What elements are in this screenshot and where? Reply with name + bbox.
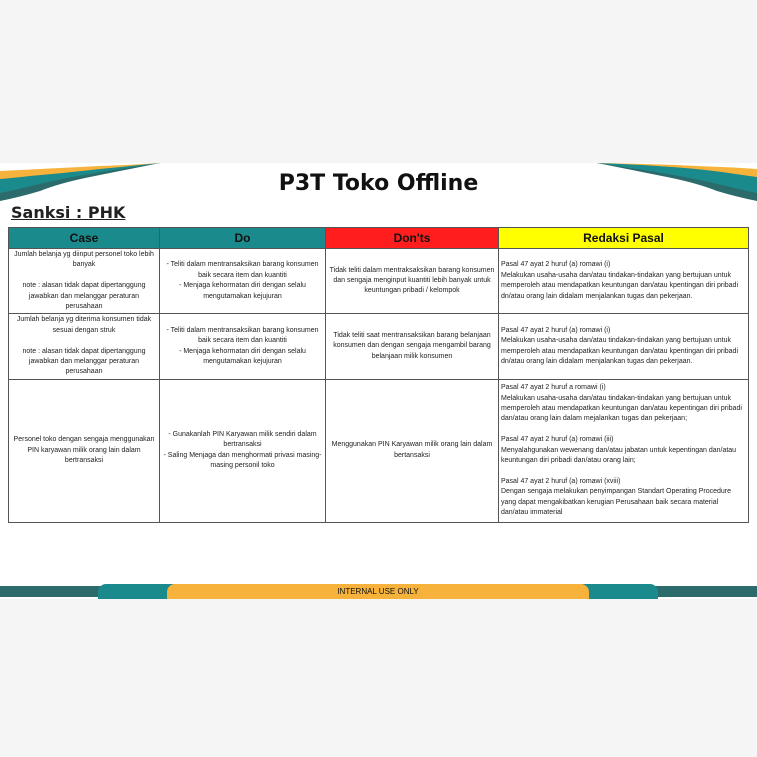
cell-donts: Tidak teliti dalam mentraksaksikan barang konsumen dan sengaja menginput kuantiti lebih banyak untuk keuntungan pribadi / kelompok	[326, 249, 499, 314]
cell-pasal: Pasal 47 ayat 2 huruf a romawi (i) Melakukan usaha-usaha dan/atau tindakan-tindakan yang bertujuan untuk memperoleh atau mendapatkan keuntungan dan/atau kepentingan diri pribadi dan/atau orang lain dalam mejalankan tugas dan pekerjaan; Pasal 47 ayat 2 huruf (a) romawi (iii) Menyalahgunakan wewenang dan/atau jabatan untuk kepentingan dan/atau keuntungan diri pribadi dan/atau orang lain; Pasal 47 ayat 2 huruf (a) romawi (xviii) Dengan sengaja melakukan penyimpangan Standart Operating Procedure yang dapat mengakibatkan kerugian Perusahaan baik secara material dan/atau immaterial	[499, 379, 749, 522]
cell-pasal: Pasal 47 ayat 2 huruf (a) romawi (i) Melakukan usaha-usaha dan/atau tindakan-tindakan yang bertujuan untuk memperoleh atau mendapatkan keuntungan dan/atau kpentingan diri pribadi dn/atau orang lain didalam menjalankan tugas dan pekerjaan.	[499, 249, 749, 314]
cell-do: - Teliti dalam mentransaksikan barang konsumen baik secara item dan kuantiti - Menjaga kehormatan diri dengan selalu mengutamakan kejujuran	[160, 314, 326, 379]
header-case: Case	[9, 228, 160, 249]
footer-label: INTERNAL USE ONLY	[167, 584, 589, 599]
cell-case: Personel toko dengan sengaja menggunakan PIN karyawan milik orang lain dalam bertransaksi	[9, 379, 160, 522]
table-row	[9, 249, 749, 314]
cell-do: - Teliti dalam mentransaksikan barang konsumen baik secara item dan kuantiti - Menjaga kehormatan diri dengan selalu mengutamakan kejujuran	[160, 249, 326, 314]
header-redaksi-pasal: Redaksi Pasal	[499, 228, 749, 249]
header-do: Do	[160, 228, 326, 249]
page-title: P3T Toko Offline	[278, 171, 479, 196]
table-header-row	[9, 228, 749, 249]
sanction-table	[8, 227, 749, 523]
cell-pasal: Pasal 47 ayat 2 huruf (a) romawi (i) Melakukan usaha-usaha dan/atau tindakan-tindakan yang bertujuan untuk memperoleh atau mendapatkan keuntungan dan/atau kpentingan diri pribadi dn/atau orang lain didalam menjalankan tugas dan pekerjaan.	[499, 314, 749, 379]
cell-case: Jumlah belanja yg diinput personel toko lebih banyak note : alasan tidak dapat dipertanggung jawabkan dan melanggar peraturan perusahaan	[9, 249, 160, 314]
cell-donts: Tidak teliti saat mentransaksikan barang belanjaan konsumen dan dengan sengaja mengambil barang belanjaan milik konsumen	[326, 314, 499, 379]
header-donts: Don'ts	[326, 228, 499, 249]
cell-do: - Gunakanlah PIN Karyawan milik sendiri dalam bertransaksi - Saling Menjaga dan menghormati privasi masing-masing personil toko	[160, 379, 326, 522]
table-row	[9, 379, 749, 522]
cell-donts: Menggunakan PIN Karyawan milik orang lain dalam bertansaksi	[326, 379, 499, 522]
table-row	[9, 314, 749, 379]
cell-case: Jumlah belanja yg diterima konsumen tidak sesuai dengan struk note : alasan tidak dapat dipertanggung jawabkan dan melanggar peraturan perusahaan	[9, 314, 160, 379]
sanction-subtitle: Sanksi : PHK	[11, 203, 126, 222]
slide	[0, 163, 757, 599]
